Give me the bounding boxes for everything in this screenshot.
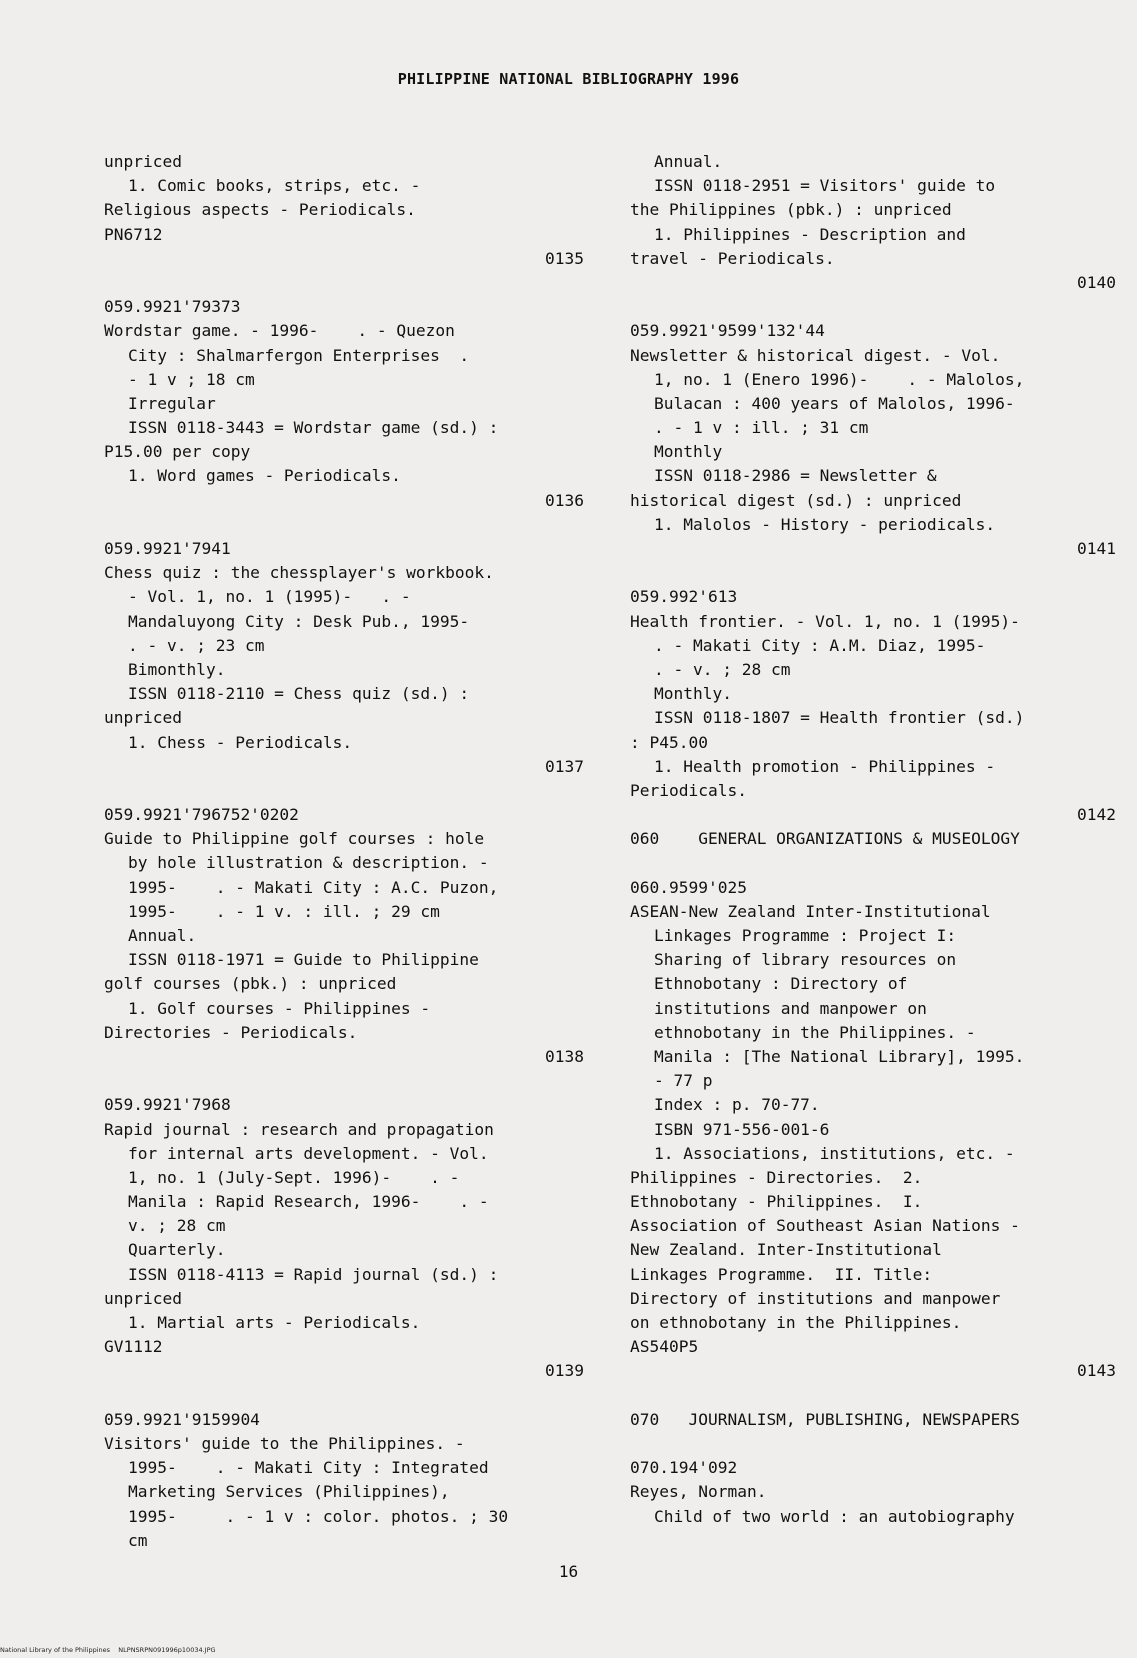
entry-line: Philippines - Directories. 2. [630,1167,923,1187]
entry-line: 1. Golf courses - Philippines - [128,998,431,1018]
entry-line: Irregular [128,393,216,413]
entry-line: 059.9921'79373 [104,297,241,317]
entry-line: Bulacan : 400 years of Malolos, 1996- [654,393,1015,413]
entry-line: : P45.00 [630,732,708,752]
entry-line: 059.9921'7941 [104,539,231,558]
entry-line: 1995- . - 1 v : color. photos. ; 30 [128,1506,509,1526]
spacer [630,561,1116,585]
entry-line: Ethnobotany : Directory of [654,974,908,994]
spacer [630,1432,1116,1456]
section-heading: 070 JOURNALISM, PUBLISHING, NEWSPAPERS [630,1409,1020,1429]
entry-number: 0137 [545,756,584,776]
left-column [104,150,584,1553]
entry-line: Annual. [128,926,197,945]
entry-line: 1. Word games - Periodicals. [128,466,401,486]
entry-line: 1. Philippines - Description and [654,224,966,244]
entry-line: Periodicals. [630,780,747,800]
entry-number: 0136 [545,490,584,510]
entry-line: golf courses (pbk.) : unpriced [104,974,397,994]
entry-line: Linkages Programme. II. Title: [630,1264,933,1284]
entry-line: 1. Associations, institutions, etc. - [654,1143,1015,1163]
entry-line: . - 1 v : ill. ; 31 cm [654,418,869,438]
entry-line: ISSN 0118-2110 = Chess quiz (sd.) : [128,684,470,704]
entry-line: 1995- . - Makati City : Integrated [128,1458,489,1478]
right-column [630,150,1116,1529]
entry-line: Rapid journal : research and propagation [104,1119,494,1139]
entry-line: v. ; 28 cm [128,1216,226,1236]
entry-line: Visitors' guide to the Philippines. - [104,1433,465,1453]
entry-line: GV1112 [104,1337,163,1357]
entry-line: Quarterly. [128,1240,226,1260]
entry-line: ISSN 0118-1971 = Guide to Philippine [128,950,479,970]
entry-line: Religious aspects - Periodicals. [104,200,416,220]
entry-line: 059.9921'9599'132'44 [630,321,825,341]
entry-line: Marketing Services (Philippines), [128,1482,450,1502]
entry-line: . - v. ; 23 cm [128,635,265,655]
entry-line: historical digest (sd.) : unpriced [630,490,962,510]
entry-number: 0141 [1077,539,1116,558]
entry-line: 059.992'613 [630,587,738,607]
entry-line: 1, no. 1 (Enero 1996)- . - Malolos, [654,369,1025,389]
spacer [104,779,584,803]
entry-line: - 1 v ; 18 cm [128,369,255,389]
entry-line: unpriced [104,152,182,171]
entry-line: Directory of institutions and manpower [630,1288,1001,1308]
entry-line: 070.194'092 [630,1458,738,1478]
spacer [630,295,1116,319]
entry-line: Bimonthly. [128,659,226,679]
entry-line: unpriced [104,1288,182,1308]
spacer [104,271,584,295]
entry-line: Guide to Philippine golf courses : hole [104,829,485,849]
entry-line: ISBN 971-556-001-6 [654,1119,830,1139]
spacer [104,1384,584,1408]
entry-number: 0140 [1077,272,1116,292]
entry-line: ISSN 0118-3443 = Wordstar game (sd.) : [128,418,499,438]
entry-line: Child of two world : an autobiography [654,1506,1015,1526]
entry-line: for internal arts development. - Vol. [128,1143,489,1163]
entry-line: Monthly. [654,684,732,704]
entry-line: P15.00 per copy [104,442,251,462]
section-heading: 060 GENERAL ORGANIZATIONS & MUSEOLOGY [630,829,1020,849]
entry-line: ISSN 0118-1807 = Health frontier (sd.) [654,708,1025,728]
entry-line: unpriced [104,708,182,728]
entry-line: ethnobotany in the Philippines. - [654,1022,976,1042]
entry-number: 0139 [545,1361,584,1381]
entry-number: 0138 [545,1046,584,1066]
entry-line: 1, no. 1 (July-Sept. 1996)- . - [128,1167,460,1187]
entry-line: 1. Health promotion - Philippines - [654,756,996,776]
page-number: 16 [558,1562,579,1581]
entry-line: by hole illustration & description. - [128,853,489,873]
entry-line: 059.9921'7968 [104,1095,231,1115]
entry-line: Annual. [654,152,723,171]
entry-number: 0135 [545,248,584,268]
entry-line: 1995- . - Makati City : A.C. Puzon, [128,877,499,897]
entry-line: Reyes, Norman. [630,1482,767,1502]
entry-line: cm [128,1530,148,1550]
spacer [104,1069,584,1093]
entry-line: - 77 p [654,1071,713,1091]
entry-line: Sharing of library resources on [654,950,957,970]
entry-line: Linkages Programme : Project I: [654,926,957,945]
entry-line: . - v. ; 28 cm [654,659,791,679]
page-title: PHILIPPINE NATIONAL BIBLIOGRAPHY 1996 [397,70,740,88]
entry-line: Wordstar game. - 1996- . - Quezon [104,321,455,341]
entry-line: 060.9599'025 [630,877,747,897]
entry-line: Association of Southeast Asian Nations - [630,1216,1020,1236]
entry-line: AS540P5 [630,1337,699,1357]
spacer [630,851,1116,875]
entry-line: 1. Comic books, strips, etc. - [128,176,421,196]
entry-line: the Philippines (pbk.) : unpriced [630,200,952,220]
entry-line: Health frontier. - Vol. 1, no. 1 (1995)- [630,611,1020,631]
entry-line: ISSN 0118-4113 = Rapid journal (sd.) : [128,1264,499,1284]
entry-line: Manila : Rapid Research, 1996- . - [128,1192,489,1212]
scan-footer: National Library of the Philippines NLPNSRPN091996p10034.JPG [0,1646,216,1654]
entry-line: on ethnobotany in the Philippines. [630,1313,962,1332]
entry-line: Ethnobotany - Philippines. I. [630,1192,923,1212]
entry-line: Directories - Periodicals. [104,1022,358,1042]
entry-line: ISSN 0118-2986 = Newsletter & [654,466,937,486]
spacer [104,513,584,537]
entry-line: 059.9921'9159904 [104,1409,260,1429]
entry-line: Monthly [654,442,723,462]
entry-line: 1995- . - 1 v. : ill. ; 29 cm [128,901,440,921]
entry-line: 1. Chess - Periodicals. [128,732,353,752]
entry-line: Mandaluyong City : Desk Pub., 1995- [128,611,470,631]
entry-line: 1. Martial arts - Periodicals. [128,1313,421,1332]
entry-line: ASEAN-New Zealand Inter-Institutional [630,901,991,921]
entry-line: Newsletter & historical digest. - Vol. [630,345,1001,365]
entry-line: PN6712 [104,224,163,244]
entry-line: institutions and manpower on [654,998,927,1018]
entry-line: . - Makati City : A.M. Diaz, 1995- [654,635,986,655]
entry-line: travel - Periodicals. [630,248,835,268]
entry-line: City : Shalmarfergon Enterprises . [128,345,470,365]
entry-line: New Zealand. Inter-Institutional [630,1240,942,1260]
spacer [630,1384,1116,1408]
entry-line: - Vol. 1, no. 1 (1995)- . - [128,587,411,607]
entry-line: Manila : [The National Library], 1995. [654,1046,1025,1066]
entry-number: 0142 [1077,805,1116,825]
entry-line: Chess quiz : the chessplayer's workbook. [104,563,494,583]
entry-line: Index : p. 70-77. [654,1095,820,1115]
entry-number: 0143 [1077,1361,1116,1381]
entry-line: 1. Malolos - History - periodicals. [654,514,996,534]
entry-line: ISSN 0118-2951 = Visitors' guide to [654,176,996,196]
entry-line: 059.9921'796752'0202 [104,805,299,825]
